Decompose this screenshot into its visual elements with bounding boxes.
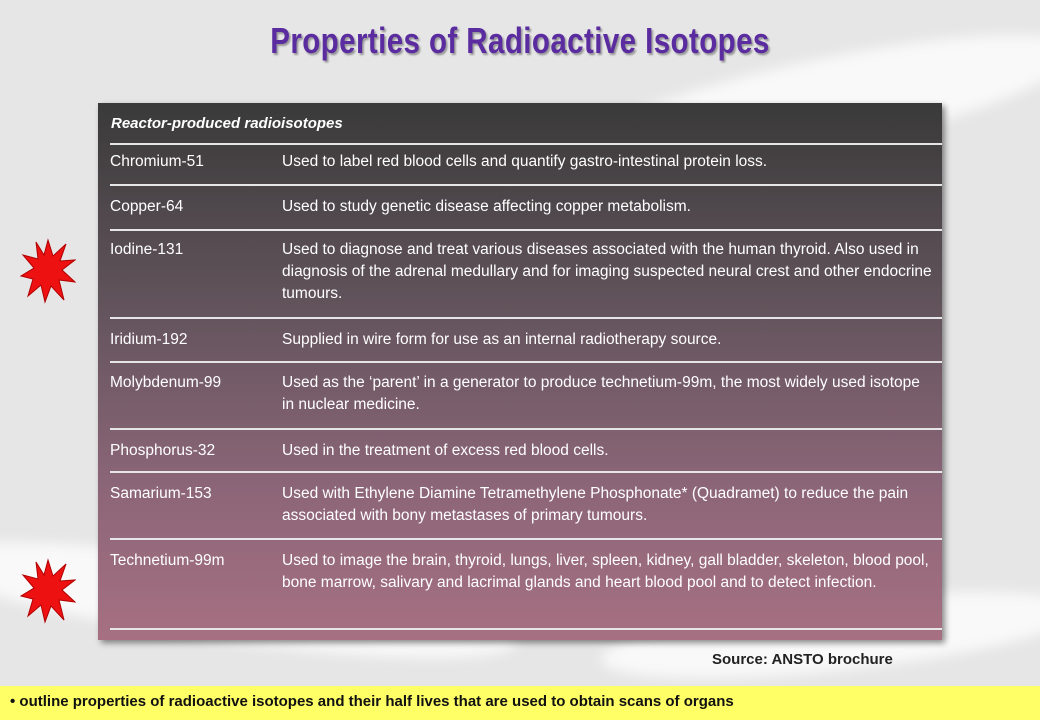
isotope-name: Technetium-99m bbox=[110, 552, 225, 569]
table-row bbox=[110, 363, 942, 430]
isotope-description: Used in the treatment of excess red blood cells. bbox=[282, 442, 609, 459]
red-starburst-icon bbox=[20, 558, 76, 624]
red-starburst-icon bbox=[20, 238, 76, 304]
source-citation: Source: ANSTO brochure bbox=[712, 651, 893, 668]
isotope-description: Used to study genetic disease affecting copper metabolism. bbox=[282, 198, 691, 215]
isotope-description: Used as the ‘parent’ in a generator to produce technetium-99m, the most widely used isotope in nuclear medicine. bbox=[282, 374, 920, 413]
isotope-name: Phosphorus-32 bbox=[110, 442, 216, 459]
isotope-name: Copper-64 bbox=[110, 198, 184, 215]
isotope-name: Iridium-192 bbox=[110, 331, 188, 348]
table-row bbox=[110, 430, 942, 473]
isotope-name: Molybdenum-99 bbox=[110, 374, 222, 391]
isotope-description: Used with Ethylene Diamine Tetramethylene Phosphonate* (Quadramet) to reduce the pain associated with bony metastases of primary tumours. bbox=[282, 485, 909, 524]
page-title: Properties of Radioactive Isotopes bbox=[270, 20, 770, 61]
isotope-table bbox=[98, 103, 942, 640]
table-row bbox=[110, 186, 942, 231]
isotope-name: Chromium-51 bbox=[110, 153, 204, 170]
table-row bbox=[110, 540, 942, 630]
table-row bbox=[110, 231, 942, 319]
isotope-description: Used to diagnose and treat various diseases associated with the human thyroid. Also used in diagnosis of the adrenal medullary and for imaging suspected neural crest and other endocrine tumours. bbox=[282, 241, 932, 302]
table-heading: Reactor-produced radioisotopes bbox=[110, 103, 942, 145]
isotope-description: Supplied in wire form for use as an internal radiotherapy source. bbox=[282, 331, 722, 348]
isotope-description: Used to image the brain, thyroid, lungs, liver, spleen, kidney, gall bladder, skeleton, blood pool, bone marrow, salivary and lacrimal glands and heart blood pool and to detect infection. bbox=[282, 552, 929, 591]
table-row bbox=[110, 473, 942, 540]
table-row bbox=[110, 319, 942, 363]
table-row bbox=[110, 145, 942, 186]
isotope-description: Used to label red blood cells and quantify gastro-intestinal protein loss. bbox=[282, 153, 768, 170]
footer-bullet: • outline properties of radioactive isotopes and their half lives that are used to obtain scans of organs bbox=[0, 686, 1040, 720]
isotope-name: Samarium-153 bbox=[110, 485, 212, 502]
isotope-name: Iodine-131 bbox=[110, 241, 184, 258]
